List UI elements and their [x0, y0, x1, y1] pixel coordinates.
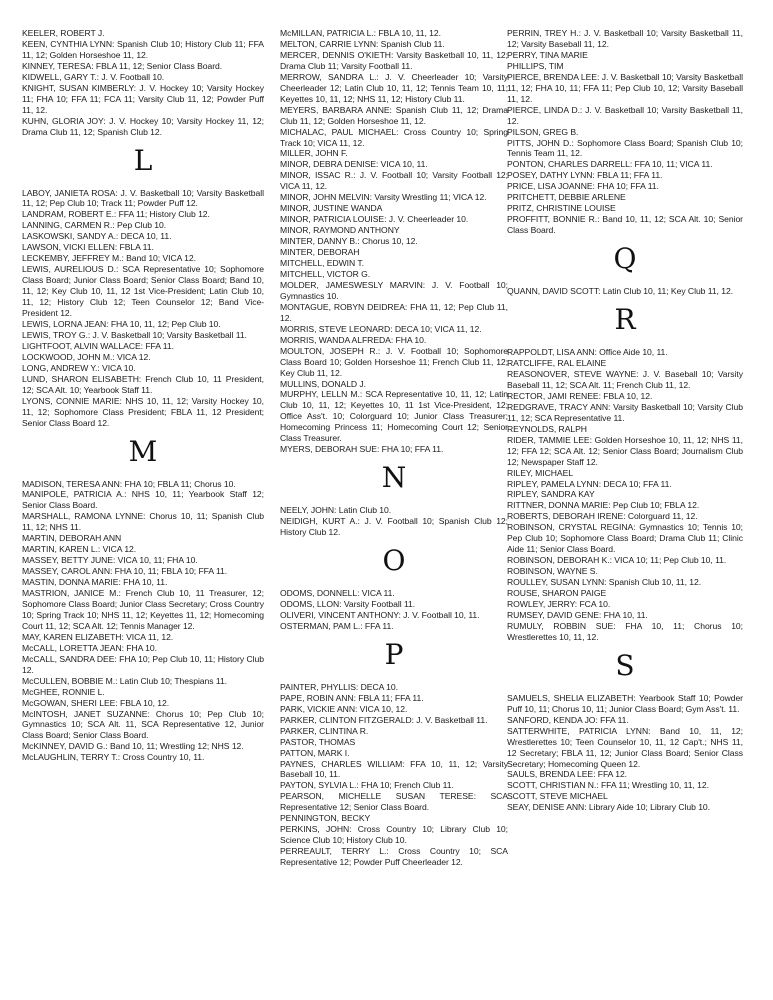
student-entry: MARSHALL, RAMONA LYNNE: Chorus 10, 11; Spanish Club 11, 12; NHS 11.	[22, 511, 264, 533]
student-entry: PASTOR, THOMAS	[280, 736, 356, 747]
student-entry: RILEY, MICHAEL	[507, 467, 574, 478]
student-entry: PRICE, LISA JOANNE: FHA 10; FFA 11.	[507, 181, 659, 192]
student-entry: KINNEY, TERESA: FBLA 11, 12; Senior Class Board.	[22, 60, 223, 71]
student-entry: NEELY, JOHN: Latin Club 10.	[280, 505, 392, 516]
student-entry: PIERCE, LINDA D.: J. V. Basketball 10; Varsity Basketball 11, 12.	[507, 104, 743, 126]
student-entry: MASTIN, DONNA MARIE: FHA 10, 11.	[22, 577, 168, 588]
student-entry: MANIPOLE, PATRICIA A.: NHS 10, 11; Yearbook Staff 12; Senior Class Board.	[22, 489, 264, 511]
student-entry: MICHALAC, PAUL MICHAEL: Cross Country 10; Spring Track 10; VICA 11, 12.	[280, 126, 508, 148]
student-entry: PAPE, ROBIN ANN: FBLA 11; FFA 11.	[280, 692, 424, 703]
section-letter-heading: R	[614, 303, 636, 337]
section-letter-heading: O	[382, 544, 406, 578]
student-entry: MADISON, TERESA ANN: FHA 10; FBLA 11; Chorus 10.	[22, 478, 236, 489]
student-entry: RUMULY, ROBBIN SUE: FHA 10, 11; Chorus 10; Wrestlerettes 10, 11, 12.	[507, 620, 743, 642]
student-entry: MINOR, PATRICIA LOUISE: J. V. Cheerleader 10.	[280, 214, 469, 225]
student-entry: MERROW, SANDRA L.: J. V. Cheerleader 10; Varsity Cheerleader 12; Latin Club 10, 11, 12; Tennis Team 10, 11; Keyettes 10, 11, 12; NHS 11, 12; History Club 11.	[280, 71, 508, 104]
student-entry: PARKER, CLINTINA R.	[280, 725, 369, 736]
student-entry: PERKINS, JOHN: Cross Country 10; Library Club 10; Science Club 10; History Club 10.	[280, 824, 508, 846]
student-entry: MINTER, DEBORAH	[280, 247, 360, 258]
student-entry: KIDWELL, GARY T.: J. V. Football 10.	[22, 71, 165, 82]
student-entry: RIPLEY, SANDRA KAY	[507, 489, 595, 500]
student-entry: PEARSON, MICHELLE SUSAN TERESE: SCA Representative 12; Senior Class Board.	[280, 791, 508, 813]
student-entry: LAWSON, VICKI ELLEN: FBLA 11.	[22, 242, 154, 253]
student-entry: SCOTT, CHRISTIAN N.: FFA 11; Wrestling 10, 11, 12.	[507, 780, 709, 791]
student-entry: RIPLEY, PAMELA LYNN: DECA 10; FFA 11.	[507, 478, 672, 489]
student-entry: RITTNER, DONNA MARIE: Pep Club 10; FBLA 12.	[507, 500, 700, 511]
section-letter-heading: L	[133, 143, 153, 177]
student-entry: MASSEY, CAROL ANN: FHA 10, 11; FBLA 10; FFA 11.	[22, 566, 228, 577]
student-entry: LABOY, JANIETA ROSA: J. V. Basketball 10; Varsity Basketball 11, 12; Pep Club 10; Track 11; Powder Puff 12.	[22, 187, 264, 209]
student-entry: MITCHELL, EDWIN T.	[280, 258, 364, 269]
student-entry: MINOR, JUSTINE WANDA	[280, 203, 383, 214]
section-letter-heading: N	[381, 461, 407, 495]
student-entry: PONTON, CHARLES DARRELL: FFA 10, 11; VICA 11.	[507, 159, 713, 170]
student-entry: LEWIS, AURELIOUS D.: SCA Representative 10; Sophomore Class Board; Junior Class Board; Senior Class Board; Band 10, 11, 12; Key Club 10, 11, 12 1st Vice-President; Latin Club 10, 11, 12; History Club 12; Teen Counselor 12; Band Vice-President 12.	[22, 264, 264, 319]
student-entry: ODOMS, DONNELL: VICA 11.	[280, 588, 395, 599]
student-entry: McCULLEN, BOBBIE M.: Latin Club 10; Thespians 11.	[22, 675, 228, 686]
student-entry: MARTIN, KAREN L.: VICA 12.	[22, 544, 137, 555]
student-entry: ROBINSON, WAYNE S.	[507, 566, 598, 577]
section-letter-heading: P	[384, 637, 404, 671]
student-entry: MYERS, DEBORAH SUE: FHA 10; FFA 11.	[280, 444, 444, 455]
student-entry: LIGHTFOOT, ALVIN WALLACE: FFA 11.	[22, 340, 174, 351]
student-entry: RATCLIFFE, RAL ELAINE	[507, 358, 607, 369]
student-entry: SAULS, BRENDA LEE: FFA 12.	[507, 769, 628, 780]
student-entry: McCALL, SANDRA DEE: FHA 10; Pep Club 10, 11; History Club 12.	[22, 653, 264, 675]
student-entry: ROWLEY, JERRY: FCA 10.	[507, 598, 611, 609]
student-entry: MITCHELL, VICTOR G.	[280, 268, 371, 279]
student-entry: PROFFITT, BONNIE R.: Band 10, 11, 12; SCA Alt. 10; Senior Class Board.	[507, 214, 743, 236]
student-entry: LASKOWSKI, SANDY A.: DECA 10, 11.	[22, 231, 172, 242]
student-entry: PERRIN, TREY H.: J. V. Basketball 10; Varsity Basketball 11, 12; Varsity Baseball 11, 12.	[507, 28, 743, 49]
student-entry: RIDER, TAMMIE LEE: Golden Horseshoe 10, 11, 12; NHS 11, 12; FFA 12; SCA Alt. 12; Senior Class Board; Journalism Club 12; Newspaper Staff 12.	[507, 434, 743, 467]
student-entry: ODOMS, LLON: Varsity Football 11.	[280, 598, 416, 609]
section-letter-heading: S	[615, 648, 635, 682]
student-entry: SAMUELS, SHELIA ELIZABETH: Yearbook Staff 10; Powder Puff 10, 11; Chorus 10, 11; Junior Class Board; Gym Ass't. 11.	[507, 692, 743, 714]
student-entry: SATTERWHITE, PATRICIA LYNN: Band 10, 11, 12; Wrestlerettes 10; Teen Counselor 10, 11, 12 Cap't.; NHS 11, 12 Secretary; FBLA 11, 12; Junior Class Board; Senior Class Secretary; Homecoming Queen 12.	[507, 725, 743, 769]
student-entry: MILLER, JOHN F.	[280, 148, 348, 159]
student-entry: REYNOLDS, RALPH	[507, 423, 587, 434]
student-entry: MINOR, ISSAC R.: J. V. Football 10; Varsity Football 12; VICA 11, 12.	[280, 170, 508, 192]
student-entry: MORRIS, STEVE LEONARD: DECA 10; VICA 11, 12.	[280, 323, 482, 334]
student-entry: LEWIS, TROY G.: J. V. Basketball 10; Varsity Basketball 11.	[22, 329, 247, 340]
student-entry: McKINNEY, DAVID G.: Band 10, 11; Wrestling 12; NHS 12.	[22, 741, 244, 752]
student-entry: LONG, ANDREW Y.: VICA 10.	[22, 362, 136, 373]
index-column-right	[507, 28, 743, 813]
student-entry: PITTS, JOHN D.: Sophomore Class Board; Spanish Club 10; Tennis Team 11, 12.	[507, 137, 743, 159]
student-entry: SEAY, DENISE ANN: Library Aide 10; Library Club 10.	[507, 802, 711, 813]
student-entry: ROUSE, SHARON PAIGE	[507, 588, 607, 599]
student-entry: MAY, KAREN ELIZABETH: VICA 11, 12.	[22, 631, 174, 642]
student-entry: PERREAULT, TERRY L.: Cross Country 10; SCA Representative 12; Powder Puff Cheerleader 12.	[280, 846, 508, 868]
student-entry: MINTER, DANNY B.: Chorus 10, 12.	[280, 236, 418, 247]
student-entry: RAPPOLDT, LISA ANN: Office Aide 10, 11.	[507, 347, 668, 358]
student-entry: MELTON, CARRIE LYNN: Spanish Club 11.	[280, 38, 445, 49]
student-entry: LUND, SHARON ELISABETH: French Club 10, 11 President, 12; SCA Alt. 10; Yearbook Staff 11.	[22, 373, 264, 395]
student-entry: REASONOVER, STEVE WAYNE: J. V. Baseball 10; Varsity Baseball 11, 12; SCA Alt. 11; French Club 11, 12.	[507, 368, 743, 390]
student-entry: ROBINSON, DEBORAH K.: VICA 10; 11; Pep Club 10, 11.	[507, 555, 727, 566]
student-entry: PAINTER, PHYLLIS: DECA 10.	[280, 681, 398, 692]
student-entry: MURPHY, LELLN M.: SCA Representative 10, 11, 12; Latin Club 10, 11, 12; Keyettes 10, 11 1st Vice-President, 12; Office Ass't. 10; Colorguard 10; Junior Class Treasurer; Homecoming Princess 11; Homecoming Court 12; Senior Class Treasurer.	[280, 389, 508, 444]
student-entry: McGHEE, RONNIE L.	[22, 686, 105, 697]
student-entry: LANNING, CARMEN R.: Pep Club 10.	[22, 220, 167, 231]
index-column-middle	[280, 28, 508, 868]
student-entry: MARTIN, DEBORAH ANN	[22, 533, 122, 544]
student-entry: MINOR, JOHN MELVIN: Varsity Wrestling 11; VICA 12.	[280, 192, 487, 203]
student-entry: POSEY, DATHY LYNN: FBLA 11; FFA 11.	[507, 170, 663, 181]
student-entry: PHILLIPS, TIM	[507, 60, 564, 71]
student-entry: KUHN, GLORIA JOY: J. V. Hockey 10; Varsity Hockey 11, 12; Drama Club 11, 12; Spanish Club 12.	[22, 115, 264, 137]
student-entry: SCOTT, STEVE MICHAEL	[507, 791, 608, 802]
student-entry: PATTON, MARK I.	[280, 747, 350, 758]
student-entry: ROULLEY, SUSAN LYNN: Spanish Club 10, 11, 12.	[507, 577, 702, 588]
student-entry: LOCKWOOD, JOHN M.: VICA 12.	[22, 351, 151, 362]
student-entry: PENNINGTON, BECKY	[280, 813, 371, 824]
student-entry: OLIVERI, VINCENT ANTHONY: J. V. Football 10, 11.	[280, 609, 480, 620]
student-entry: SANFORD, KENDA JO: FFA 11.	[507, 714, 629, 725]
student-entry: MOULTON, JOSEPH R.: J. V. Football 10; Sophomore Class Board 10; Golden Horseshoe 11; French Club 11, 12; Key Club 11, 12.	[280, 345, 508, 378]
index-column-left	[22, 28, 264, 763]
student-entry: McLAUGHLIN, TERRY T.: Cross Country 10, 11.	[22, 752, 205, 763]
student-entry: PAYTON, SYLVIA L.: FHA 10; French Club 11.	[280, 780, 454, 791]
student-entry: MEYERS, BARBARA ANNE: Spanish Club 11, 12; Drama Club 11, 12; Golden Horseshoe 11, 12.	[280, 104, 508, 126]
student-entry: PERRY, TINA MARIE	[507, 49, 588, 60]
student-entry: MERCER, DENNIS O'KIETH: Varsity Basketball 10, 11, 12; Drama Club 11; Varsity Football 11.	[280, 49, 508, 71]
student-entry: PILSON, GREG B.	[507, 126, 579, 137]
student-entry: MINOR, DEBRA DENISE: VICA 10, 11.	[280, 159, 428, 170]
student-entry: LEWIS, LORNA JEAN: FHA 10, 11, 12; Pep Club 10.	[22, 318, 221, 329]
student-entry: MASSEY, BETTY JUNE: VICA 10, 11; FHA 10.	[22, 555, 198, 566]
student-entry: ROBINSON, CRYSTAL REGINA: Gymnastics 10; Tennis 10; Pep Club 10; Sophomore Class Board; Drama Club 11; Clinic Aide 11; Senior Class Board.	[507, 522, 743, 555]
student-entry: MORRIS, WANDA ALFREDA: FHA 10.	[280, 334, 427, 345]
student-entry: OSTERMAN, PAM L.: FFA 11.	[280, 620, 394, 631]
student-entry: QUANN, DAVID SCOTT: Latin Club 10, 11; Key Club 11, 12.	[507, 286, 734, 297]
student-entry: PRITZ, CHRISTINE LOUISE	[507, 203, 616, 214]
student-entry: LANDRAM, ROBERT E.: FFA 11; History Club 12.	[22, 209, 210, 220]
student-entry: MASTRION, JANICE M.: French Club 10, 11 Treasurer, 12; Sophomore Class Board; Junior Class Secretary; Cross Country 10; Spring Track 10; NHS 11, 12; Keyettes 11, 12; Homecoming Court 11, 12; SCA Alt. 12; Tennis Manager 12.	[22, 588, 264, 631]
student-entry: McINTOSH, JANET SUZANNE: Chorus 10; Pep Club 10; Gymnastics 10; SCA Alt. 11, SCA Representative 12, Junior Class Board; Senior Class Board.	[22, 708, 264, 741]
student-entry: MONTAGUE, ROBYN DEIDREA: FHA 11, 12; Pep Club 11, 12.	[280, 301, 508, 323]
student-entry: LECKEMBY, JEFFREY M.: Band 10; VICA 12.	[22, 253, 196, 264]
student-entry: RECTOR, JAMI RENEE: FBLA 10, 12.	[507, 390, 653, 401]
student-entry: RUMSEY, DAVID GENE: FHA 10, 11.	[507, 609, 648, 620]
student-entry: PIERCE, BRENDA LEE: J. V. Basketball 10; Varsity Basketball 11, 12; FHA 10, 11; FFA 11; Pep Club 10, 12; Varsity Baseball 11, 12.	[507, 71, 743, 104]
student-entry: PAYNES, CHARLES WILLIAM: FFA 10, 11, 12; Varsity Baseball 10, 11.	[280, 758, 508, 780]
student-entry: ROBERTS, DEBORAH IRENE: Colorguard 11, 12.	[507, 511, 698, 522]
student-entry: McMILLAN, PATRICIA L.: FBLA 10, 11, 12.	[280, 28, 441, 38]
section-letter-heading: Q	[613, 242, 637, 276]
student-entry: KNIGHT, SUSAN KIMBERLY: J. V. Hockey 10; Varsity Hockey 11; FHA 10; FFA 11; FCA 11; Varsity Club 11, 12; Powder Puff 11, 12.	[22, 82, 264, 115]
student-entry: MULLINS, DONALD J.	[280, 378, 367, 389]
student-entry: NEIDIGH, KURT A.: J. V. Football 10; Spanish Club 12; History Club 12.	[280, 516, 508, 538]
student-entry: KEEN, CYNTHIA LYNN: Spanish Club 10; History Club 11; FFA 11, 12; Golden Horseshoe 11, 12.	[22, 38, 264, 60]
student-entry: PARK, VICKIE ANN: VICA 10, 12.	[280, 703, 408, 714]
student-entry: LYONS, CONNIE MARIE: NHS 10, 11, 12; Varsity Hockey 10, 11, 12; Sophomore Class President; FBLA 11, 12 President; Senior Class Board 12.	[22, 395, 264, 428]
student-entry: McGOWAN, SHERI LEE: FBLA 10, 12.	[22, 697, 170, 708]
student-entry: MINOR, RAYMOND ANTHONY	[280, 225, 400, 236]
section-letter-heading: M	[128, 434, 158, 468]
student-entry: MOLDER, JAMESWESLY MARVIN: J. V. Football 10; Gymnastics 10.	[280, 279, 508, 301]
student-entry: McCALL, LORETTA JEAN: FHA 10.	[22, 642, 157, 653]
student-entry: PARKER, CLINTON FITZGERALD: J. V. Basketball 11.	[280, 714, 488, 725]
student-entry: KEELER, ROBERT J.	[22, 28, 105, 38]
student-entry: REDGRAVE, TRACY ANN: Varsity Basketball 10; Varsity Club 11, 12; SCA Representative 11.	[507, 401, 743, 423]
student-entry: PRITCHETT, DEBBIE ARLENE	[507, 192, 626, 203]
